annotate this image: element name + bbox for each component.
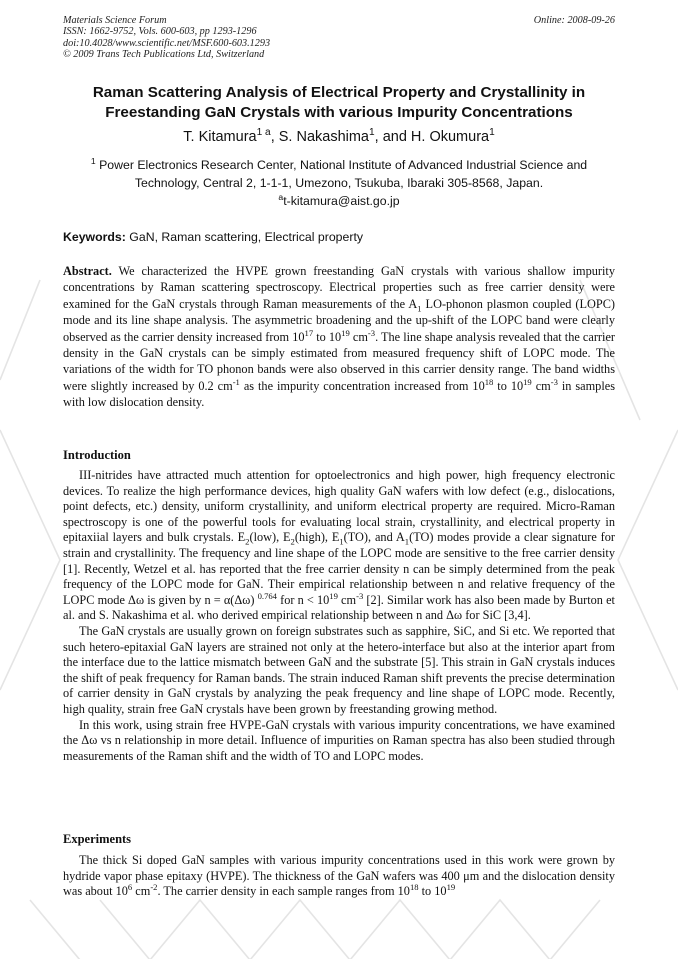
introduction-heading: Introduction — [63, 448, 131, 462]
abstract-label: Abstract. — [63, 264, 112, 278]
intro-paragraph-3: In this work, using strain free HVPE-GaN crystals with various impurity concentrations, we have examined the Δω vs n relationship in more detail. Influence of impurities on Raman spectra has also been studied through measurements of the Raman shift and the width of TO and LOPC modes. — [63, 717, 615, 763]
author-email[interactable]: $^a$t-kitamura@aist.go.jp — [278, 191, 400, 208]
experiments-heading: Experiments — [63, 832, 132, 846]
experiments-paragraph-1: The thick Si doped GaN samples with various impurity concentrations used in this work were grown by hydride vapor phase epitaxy (HVPE). The thickness of the GaN wafers was 400 μm and the dislocation density was about $10^6$ $cm^{-2}$. The carrier density in each sample ranges from $10^{18}$ to $10^{19}$ — [63, 853, 615, 899]
doi-line: doi:10.4028/www.scientific.net/MSF.600-603.1293 — [63, 37, 271, 49]
introduction-body — [63, 468, 615, 764]
affiliation: $^1$ Power Electronics Research Center, National Institute of Advanced Industrial Science and Technology, Central 2, 1-1-1, Umezono, Tsukuba, Ibaraki 305-8568, Japan. — [90, 155, 588, 190]
abstract: Abstract. We characterized the HVPE grown freestanding GaN crystals with various shallow impurity concentrations by Raman scattering spectroscopy. Electrical properties such as free carrier density were examined for the GaN crystals through Raman measurements of the $A_1$ LO-phonon plasmon coupled (LOPC) mode and its line shape analysis. The asymmetric broadening and the up-shift of the LOPC band were clearly observed as the carrier density increased from $10^{17}$ to $10^{19}$ $cm^{-3}$. The line shape analysis revealed that the carrier density in the GaN crystals can be simply estimated from measured frequency shift of LOPC mode. The variations of the width for TO phonon bands were also observed in this carrier density range. The band widths were slightly increased by 0.2 $cm^{-1}$ as the impurity concentration increased from $10^{18}$ to $10^{19}$ $cm^{-3}$ in samples with low dislocation density. — [63, 264, 615, 410]
issn-line: ISSN: 1662-9752, Vols. 600-603, pp 1293-1296 — [63, 26, 257, 38]
keywords: Keywords: GaN, Raman scattering, Electrical property — [63, 230, 364, 244]
intro-paragraph-1: III-nitrides have attracted much attention for optoelectronics and high power, high frequency electronic devices. To realize the high performance devices, high quality GaN wafers with low defect (e.g., dislocations, point defects, etc.) density, uniform crystallinity, and uniform electrical property are required. Micro-Raman spectroscopy is one of the powerful tools for evaluating local strain, crystallinity, and electrical property in epitaxiial layers and bulk crystals. $E_2(low)$, $E_2(high)$, $E_1(TO)$, and $A_1(TO)$ modes provide a clear signature for strain and crystallinity. The frequency and line shape of the LOPC mode are sensitive to the free carrier density [1]. Recently, Wetzel et al. has reported that the free carrier density n can be simply determined from the peak frequency of the LOPC mode for GaN. Their empirical relationship between n and relative frequency of the LOPC mode Δω is given by n = α(Δω) $^{0.764}$ for $n < 10^{19}$ $cm^{-3}$ [2]. Similar work has also been made by Burton et al. and S. Nakashima et al. who derived empirical relationship between n and Δω for SiC [3,4]. — [63, 468, 615, 623]
paper-title: Raman Scattering Analysis of Electrical Property and Crystallinity in Freestanding GaN Crystals with various Impurity Concentrations — [92, 84, 586, 121]
intro-paragraph-2: The GaN crystals are usually grown on foreign substrates such as sapphire, SiC, and Si etc. We reported that such hetero-epitaxial GaN layers are strained not only at the hetero-interface but also at the interior apart from the interface due to the lattice mismatch between GaN and the substrate [5]. This strain in GaN crystals induces the shift of peak frequency for Raman bands. The strain induced Raman shift prevents the precise determination of carrier density in GaN crystals by analyzing the peak frequency and line shape of LOPC mode. Recently, high quality, strain free GaN crystals have been grown by freestanding growing method. — [63, 623, 615, 716]
experiments-body — [63, 853, 615, 900]
online-date: Online: 2008-09-26 — [533, 15, 615, 26]
journal-name: Materials Science Forum — [63, 15, 167, 26]
journal-header — [63, 15, 615, 61]
copyright-line: © 2009 Trans Tech Publications Ltd, Switzerland — [63, 49, 265, 61]
author-list: T. Kitamura$^{1 a}$, S. Nakashima$^1$, and H. Okumura$^1$ — [183, 127, 495, 145]
keywords-label: Keywords: — [63, 230, 126, 244]
